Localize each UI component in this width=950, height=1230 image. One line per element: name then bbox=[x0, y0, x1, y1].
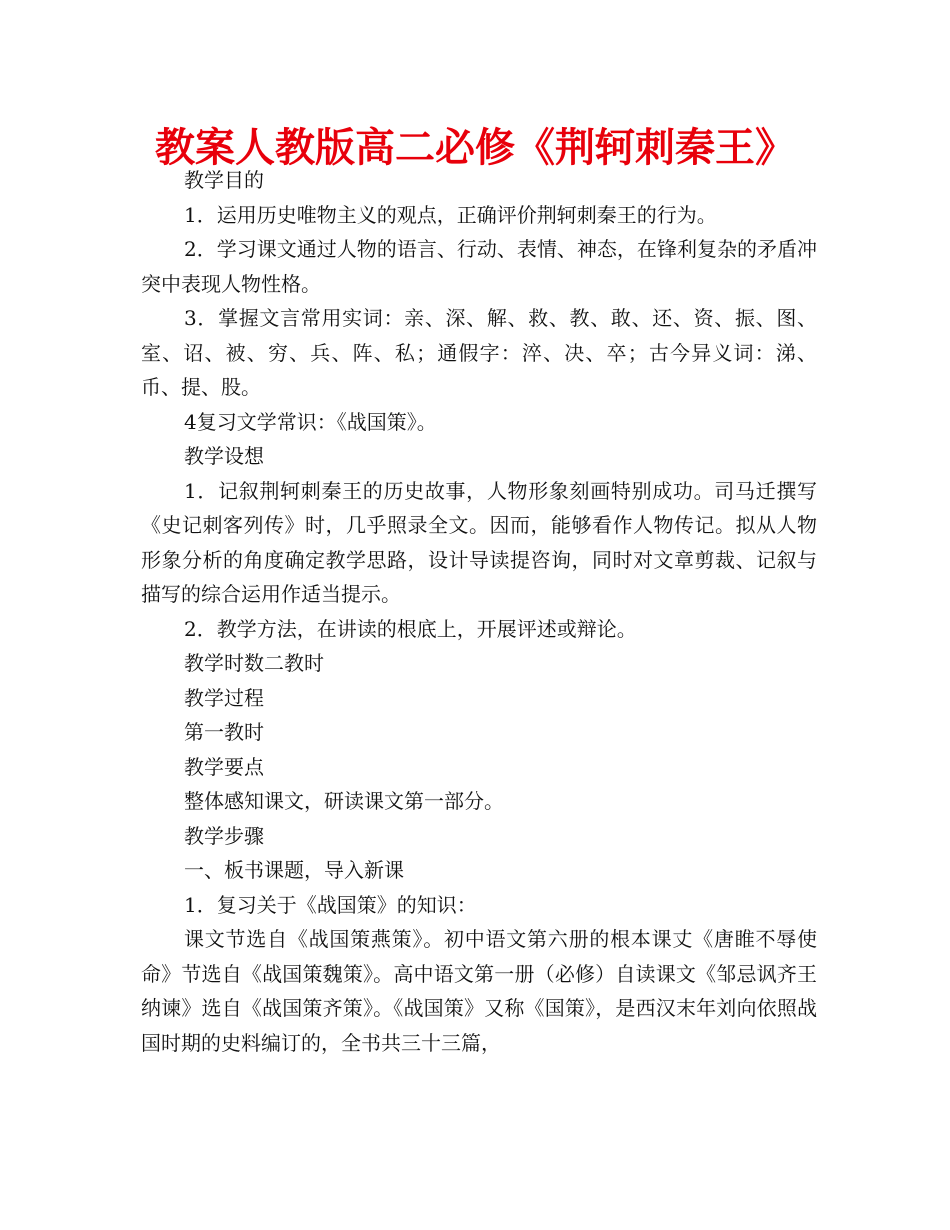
section-heading-design: 教学设想 bbox=[184, 444, 264, 468]
paragraph: 2．学习课文通过人物的语言、行动、表情、神态，在锋利复杂的矛盾冲突中表现人物性格。 bbox=[141, 237, 817, 296]
section-heading-key-points: 教学要点 bbox=[184, 754, 264, 779]
paragraph: 2．教学方法，在讲读的根底上，开展评述或辩论。 bbox=[184, 616, 637, 641]
paragraph: 整体感知课文，研读课文第一部分。 bbox=[184, 789, 504, 813]
paragraph: 1．运用历史唯物主义的观点，正确评价荆轲刺秦王的行为。 bbox=[184, 202, 717, 227]
section-heading-steps: 教学步骤 bbox=[184, 823, 264, 848]
paragraph: 3．掌握文言常用实词：亲、深、解、救、教、敢、还、资、振、图、室、诏、被、穷、兵、阵、私；通假字：淬、决、卒；古今异义词：涕、币、提、股。 bbox=[141, 306, 817, 399]
section-heading-hours: 教学时数二教时 bbox=[184, 651, 324, 675]
section-heading-objectives: 教学目的 bbox=[184, 168, 264, 192]
section-heading-process: 教学过程 bbox=[184, 685, 264, 710]
paragraph: 1．记叙荆轲刺秦王的历史故事，人物形象刻画特别成功。司马迁撰写《史记刺客列传》时，几乎照录全文。因而，能够看作人物传记。拟从人物形象分析的角度确定教学思路，设计导读提咨询，同时对文章剪裁、记叙与描写的综合运用作适当提示。 bbox=[141, 478, 817, 606]
section-heading-first-lesson: 第一教时 bbox=[184, 720, 264, 744]
paragraph: 4复习文学常识：《战国策》。 bbox=[184, 409, 437, 434]
paragraph: 课文节选自《战国策燕策》。初中语文第六册的根本课丈《唐睢不辱使命》节选自《战国策魏策》。高中语文第一册（必修）自读课文《邹忌讽齐王纳谏》选自《战国策齐策》。《战国策》又称《国策》，是西汉末年刘向依照战国时期的史料编订的，全书共三十三篇， bbox=[141, 927, 817, 1055]
document-title: 教案人教版高二必修《荆轲刺秦王》 bbox=[155, 125, 795, 171]
document-body bbox=[141, 163, 817, 1060]
paragraph: 一、板书课题，导入新课 bbox=[184, 858, 404, 882]
paragraph: 1．复习关于《战国策》的知识： bbox=[184, 892, 477, 917]
